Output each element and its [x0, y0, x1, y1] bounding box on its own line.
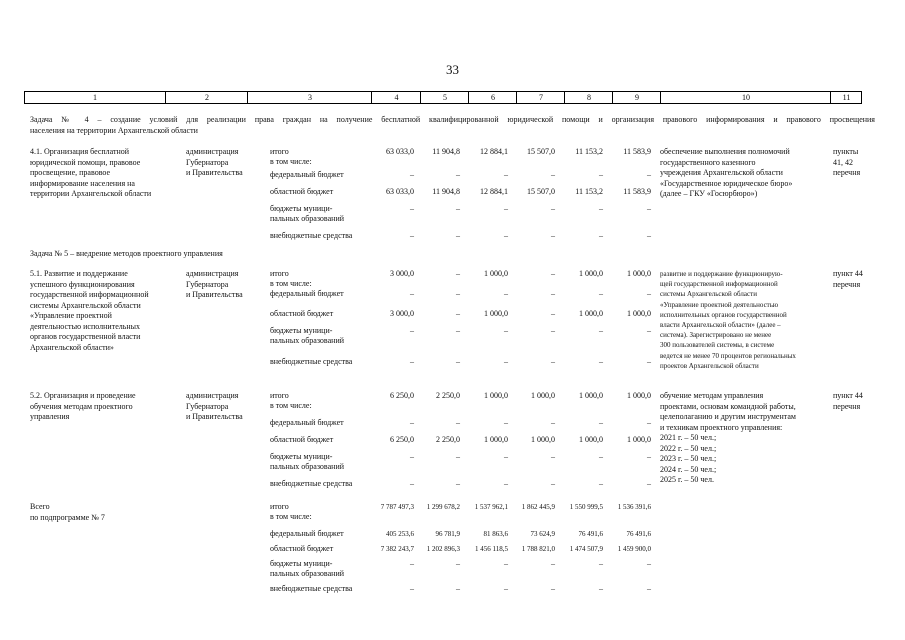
amount-cell: 1 862 445,9: [521, 503, 555, 511]
list-reference: пункты: [833, 147, 859, 156]
amount-cell: 11 904,8: [432, 187, 460, 196]
empty-cell: –: [647, 479, 651, 488]
empty-cell: –: [551, 584, 555, 593]
expected-result: 2023 г. – 50 чел.;: [660, 454, 717, 463]
expected-result: власти Архангельской области» (далее –: [660, 321, 781, 329]
fund-label-federal: федеральный бюджет: [270, 170, 344, 179]
empty-cell: –: [456, 452, 460, 461]
amount-cell: 2 250,0: [436, 435, 460, 444]
empty-cell: –: [410, 289, 414, 298]
empty-cell: –: [504, 452, 508, 461]
empty-cell: –: [410, 357, 414, 366]
task-heading: населения на территории Архангельской области: [30, 126, 198, 135]
empty-cell: –: [647, 584, 651, 593]
activity-name: 4.1. Организация бесплатной: [30, 147, 130, 156]
fund-label-extrabudgetary: внебюджетные средства: [270, 231, 353, 240]
task-heading: Задача № 4 – создание условий для реализации права граждан на получение бесплатной квалифицированной юридической помощи и организация правового информирования и правового просвещения: [30, 115, 875, 124]
empty-cell: –: [647, 418, 651, 427]
activity-name: 5.2. Организация и проведение: [30, 391, 136, 400]
executor: Губернатора: [186, 279, 229, 289]
empty-cell: –: [410, 559, 414, 568]
fund-label-total: итого: [270, 502, 289, 511]
empty-cell: –: [647, 204, 651, 213]
amount-cell: 12 884,1: [480, 187, 508, 196]
column-header: 4: [371, 92, 421, 103]
empty-cell: –: [456, 289, 460, 298]
fund-label-regional: областной бюджет: [270, 435, 334, 444]
empty-cell: –: [410, 479, 414, 488]
executor: администрация: [186, 269, 239, 278]
amount-cell: 1 000,0: [627, 435, 651, 444]
empty-cell: –: [551, 289, 555, 298]
fund-label-extrabudgetary: внебюджетные средства: [270, 584, 353, 593]
expected-result: системы Архангельской области: [660, 290, 757, 299]
amount-cell: 2 250,0: [436, 391, 460, 400]
empty-cell: –: [456, 418, 460, 427]
empty-cell: –: [551, 452, 555, 461]
amount-cell: 1 550 999,5: [569, 503, 603, 511]
empty-cell: –: [504, 584, 508, 593]
list-reference: пункт 44: [833, 269, 863, 278]
empty-cell: –: [456, 170, 460, 179]
amount-cell: 12 884,1: [480, 147, 508, 156]
task-heading: Задача № 5 – внедрение методов проектного управления: [30, 249, 223, 258]
amount-cell: 11 153,2: [575, 187, 603, 196]
fund-label-including: в том числе:: [270, 279, 312, 288]
fund-label-municipal: бюджеты муници-: [270, 559, 333, 568]
executor: Губернатора: [186, 401, 229, 411]
empty-cell: –: [504, 204, 508, 213]
amount-cell: 1 000,0: [484, 435, 508, 444]
empty-cell: –: [599, 289, 603, 298]
column-header: 7: [516, 92, 565, 103]
activity-name: обучения методам проектного: [30, 401, 133, 411]
list-reference: перечня: [833, 168, 861, 177]
fund-label-federal: федеральный бюджет: [270, 529, 344, 538]
executor: Губернатора: [186, 157, 229, 167]
expected-result: целеполаганию и другим инструментам: [660, 412, 796, 421]
fund-label-extrabudgetary: внебюджетные средства: [270, 479, 353, 488]
fund-label-including: в том числе:: [270, 401, 312, 410]
expected-result: обучение методам управления: [660, 391, 764, 400]
empty-cell: –: [551, 326, 555, 335]
column-header: 5: [420, 92, 469, 103]
amount-cell: 1 536 391,6: [617, 503, 651, 511]
amount-cell: –: [456, 269, 460, 278]
empty-cell: –: [456, 584, 460, 593]
amount-cell: 1 202 896,3: [426, 545, 460, 553]
activity-name: информирование населения на: [30, 178, 135, 188]
total-label: Всего: [30, 502, 50, 511]
empty-cell: –: [647, 170, 651, 179]
list-reference: 41, 42: [833, 157, 853, 167]
empty-cell: –: [551, 559, 555, 568]
page-number: 33: [446, 62, 459, 77]
amount-cell: 1 000,0: [579, 391, 603, 400]
fund-label-regional: областной бюджет: [270, 187, 334, 196]
empty-cell: –: [647, 559, 651, 568]
column-header: 3: [247, 92, 372, 103]
empty-cell: –: [551, 418, 555, 427]
amount-cell: 1 000,0: [579, 309, 603, 318]
empty-cell: –: [551, 170, 555, 179]
empty-cell: –: [410, 584, 414, 593]
amount-cell: 1 000,0: [627, 391, 651, 400]
empty-cell: –: [504, 357, 508, 366]
empty-cell: –: [647, 289, 651, 298]
expected-result: 300 пользователей системы, в системе: [660, 341, 775, 350]
activity-name: органов государственной власти: [30, 332, 141, 341]
empty-cell: –: [504, 231, 508, 240]
amount-cell: 11 904,8: [432, 147, 460, 156]
amount-cell: 1 474 507,9: [569, 545, 603, 553]
expected-result: 2025 г. – 50 чел.: [660, 475, 714, 484]
amount-cell: 1 299 678,2: [426, 503, 460, 511]
amount-cell: 6 250,0: [390, 435, 414, 444]
amount-cell: 76 491,6: [578, 530, 603, 538]
empty-cell: –: [456, 479, 460, 488]
empty-cell: –: [504, 418, 508, 427]
column-header: 2: [165, 92, 248, 103]
amount-cell: 63 033,0: [386, 187, 414, 196]
amount-cell: 11 583,9: [623, 147, 651, 156]
amount-cell: 7 382 243,7: [380, 545, 414, 553]
activity-name: государственной информационной: [30, 290, 149, 299]
empty-cell: –: [551, 231, 555, 240]
expected-result: система). Зарегистрировано не менее: [660, 331, 772, 340]
expected-result: щей государственной информационной: [660, 280, 778, 289]
empty-cell: –: [599, 452, 603, 461]
list-reference: перечня: [833, 401, 861, 411]
fund-label-extrabudgetary: внебюджетные средства: [270, 357, 353, 366]
fund-label-including: в том числе:: [270, 512, 312, 521]
empty-cell: –: [599, 204, 603, 213]
amount-cell: 1 537 962,1: [474, 503, 508, 511]
empty-cell: –: [599, 326, 603, 335]
expected-result: проектов Архангельской области: [660, 361, 759, 370]
fund-label-municipal: бюджеты муници-: [270, 452, 333, 461]
amount-cell: 1 000,0: [484, 391, 508, 400]
amount-cell: 1 000,0: [484, 269, 508, 278]
expected-result: учреждения Архангельской области: [660, 168, 783, 177]
activity-name: юридической помощи, правовое: [30, 157, 141, 167]
fund-label-total: итого: [270, 147, 289, 156]
empty-cell: –: [504, 170, 508, 179]
expected-result: развитие и поддержание функционирую-: [660, 270, 783, 278]
fund-label-federal: федеральный бюджет: [270, 418, 344, 427]
amount-cell: 1 000,0: [531, 435, 555, 444]
activity-name: «Управление проектной: [30, 311, 112, 320]
fund-label-municipal: бюджеты муници-: [270, 204, 333, 213]
amount-cell: –: [551, 269, 555, 278]
empty-cell: –: [599, 418, 603, 427]
amount-cell: 11 583,9: [623, 187, 651, 196]
expected-result: проектами, основам командной работы,: [660, 401, 796, 411]
column-header: 8: [564, 92, 613, 103]
amount-cell: 1 000,0: [531, 391, 555, 400]
empty-cell: –: [410, 452, 414, 461]
empty-cell: –: [599, 479, 603, 488]
activity-name: успешного функционирования: [30, 279, 135, 289]
empty-cell: –: [504, 326, 508, 335]
expected-result: исполнительных органов государственной: [660, 310, 787, 319]
amount-cell: 73 624,9: [530, 530, 555, 538]
executor: и Правительства: [186, 412, 243, 421]
empty-cell: –: [504, 289, 508, 298]
empty-cell: –: [504, 559, 508, 568]
fund-label-municipal: пальных образований: [270, 214, 344, 223]
activity-name: 5.1. Развитие и поддержание: [30, 269, 128, 278]
column-header: 10: [660, 92, 831, 103]
empty-cell: –: [599, 170, 603, 179]
empty-cell: –: [456, 559, 460, 568]
empty-cell: –: [551, 479, 555, 488]
fund-label-municipal: пальных образований: [270, 462, 344, 471]
amount-cell: –: [456, 309, 460, 318]
amount-cell: 96 781,9: [435, 530, 460, 538]
amount-cell: 1 000,0: [484, 309, 508, 318]
empty-cell: –: [410, 170, 414, 179]
activity-name: Архангельской области»: [30, 342, 114, 352]
total-label: по подпрограмме № 7: [30, 512, 105, 522]
executor: администрация: [186, 147, 239, 156]
amount-cell: 1 000,0: [579, 269, 603, 278]
amount-cell: 1 000,0: [627, 269, 651, 278]
column-header: 1: [93, 93, 97, 102]
fund-label-including: в том числе:: [270, 157, 312, 166]
column-header: 6: [468, 92, 517, 103]
activity-name: деятельностью исполнительных: [30, 321, 141, 331]
fund-label-municipal: пальных образований: [270, 569, 344, 578]
empty-cell: –: [410, 326, 414, 335]
empty-cell: –: [599, 559, 603, 568]
empty-cell: –: [599, 231, 603, 240]
amount-cell: 3 000,0: [390, 269, 414, 278]
expected-result: государственного казенного: [660, 157, 756, 167]
expected-result: ведется не менее 70 процентов региональных: [660, 351, 796, 360]
empty-cell: –: [647, 452, 651, 461]
empty-cell: –: [456, 231, 460, 240]
executor: и Правительства: [186, 290, 243, 299]
amount-cell: 1 459 900,0: [617, 545, 651, 553]
amount-cell: 405 253,6: [386, 530, 414, 538]
amount-cell: 63 033,0: [386, 147, 414, 156]
activity-name: территории Архангельской области: [30, 189, 152, 198]
expected-result: и техникам проектного управления:: [660, 422, 783, 432]
empty-cell: –: [647, 326, 651, 335]
empty-cell: –: [551, 357, 555, 366]
empty-cell: –: [410, 231, 414, 240]
empty-cell: –: [456, 326, 460, 335]
fund-label-federal: федеральный бюджет: [270, 289, 344, 298]
amount-cell: 15 507,0: [527, 187, 555, 196]
amount-cell: –: [551, 309, 555, 318]
amount-cell: 6 250,0: [390, 391, 414, 400]
activity-name: системы Архангельской области: [30, 300, 141, 310]
expected-result: 2022 г. – 50 чел.;: [660, 443, 717, 453]
fund-label-total: итого: [270, 269, 289, 278]
expected-result: (далее – ГКУ «Госюрбюро»): [660, 189, 758, 198]
amount-cell: 15 507,0: [527, 147, 555, 156]
amount-cell: 7 787 497,3: [380, 503, 414, 511]
table-header-row: [24, 91, 862, 104]
list-reference: пункт 44: [833, 391, 863, 400]
column-header: 9: [612, 92, 661, 103]
amount-cell: 3 000,0: [390, 309, 414, 318]
fund-label-total: итого: [270, 391, 289, 400]
amount-cell: 1 000,0: [579, 435, 603, 444]
amount-cell: 81 863,6: [483, 530, 508, 538]
expected-result: обеспечение выполнения полномочий: [660, 147, 790, 156]
fund-label-regional: областной бюджет: [270, 544, 334, 553]
column-header: 11: [830, 92, 862, 103]
amount-cell: 1 000,0: [627, 309, 651, 318]
executor: администрация: [186, 391, 239, 400]
empty-cell: –: [456, 357, 460, 366]
empty-cell: –: [410, 204, 414, 213]
activity-name: просвещение, правовое: [30, 168, 111, 177]
activity-name: управления: [30, 412, 70, 421]
fund-label-municipal: пальных образований: [270, 336, 344, 345]
amount-cell: 1 788 821,0: [521, 545, 555, 553]
amount-cell: 76 491,6: [626, 530, 651, 538]
executor: и Правительства: [186, 168, 243, 177]
amount-cell: 11 153,2: [575, 147, 603, 156]
empty-cell: –: [456, 204, 460, 213]
expected-result: 2024 г. – 50 чел.;: [660, 464, 717, 474]
fund-label-municipal: бюджеты муници-: [270, 326, 333, 335]
empty-cell: –: [504, 479, 508, 488]
empty-cell: –: [647, 231, 651, 240]
empty-cell: –: [647, 357, 651, 366]
empty-cell: –: [410, 418, 414, 427]
expected-result: «Государственное юридическое бюро»: [660, 178, 793, 188]
amount-cell: 1 456 118,5: [475, 545, 508, 553]
list-reference: перечня: [833, 279, 861, 289]
empty-cell: –: [599, 584, 603, 593]
empty-cell: –: [551, 204, 555, 213]
expected-result: «Управление проектной деятельностью: [660, 300, 779, 309]
empty-cell: –: [599, 357, 603, 366]
expected-result: 2021 г. – 50 чел.;: [660, 433, 717, 442]
fund-label-regional: областной бюджет: [270, 309, 334, 318]
